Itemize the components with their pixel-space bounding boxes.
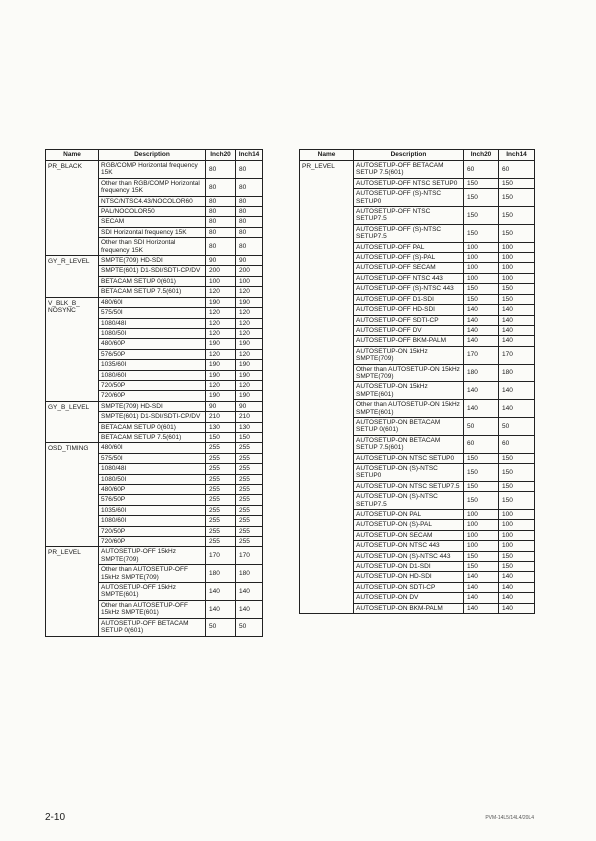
table-header-row bbox=[300, 150, 535, 161]
inch20-cell: 140 bbox=[464, 336, 499, 346]
inch14-cell: 255 bbox=[236, 505, 263, 515]
inch14-cell: 190 bbox=[236, 339, 263, 349]
inch20-cell: 100 bbox=[464, 242, 499, 252]
inch14-cell: 100 bbox=[499, 510, 535, 520]
description-cell: AUTOSETUP-ON SECAM bbox=[354, 530, 464, 540]
parameter-name-cell: GY_B_LEVEL bbox=[46, 401, 99, 443]
inch20-cell: 190 bbox=[206, 360, 236, 370]
inch20-cell: 80 bbox=[206, 161, 236, 179]
inch14-cell: 140 bbox=[499, 382, 535, 400]
inch20-cell: 140 bbox=[464, 382, 499, 400]
description-cell: AUTOSETUP-OFF PAL bbox=[354, 242, 464, 252]
inch20-cell: 80 bbox=[206, 196, 236, 206]
table-row bbox=[46, 161, 263, 179]
inch20-cell: 120 bbox=[206, 318, 236, 328]
inch20-cell: 50 bbox=[206, 618, 236, 636]
inch20-cell: 255 bbox=[206, 526, 236, 536]
inch20-cell: 150 bbox=[464, 453, 499, 463]
inch20-cell: 150 bbox=[464, 551, 499, 561]
description-cell: AUTOSETUP-OFF SECAM bbox=[354, 263, 464, 273]
inch20-cell: 130 bbox=[206, 422, 236, 432]
description-cell: 720/60P bbox=[99, 537, 206, 547]
description-cell: 575/50I bbox=[99, 453, 206, 463]
description-cell: AUTOSETUP-OFF (S)-NTSC 443 bbox=[354, 284, 464, 294]
header-inch20: Inch20 bbox=[464, 150, 499, 161]
inch20-cell: 100 bbox=[464, 541, 499, 551]
inch14-cell: 100 bbox=[236, 276, 263, 286]
inch14-cell: 80 bbox=[236, 238, 263, 256]
inch14-cell: 150 bbox=[499, 284, 535, 294]
table-header-row bbox=[46, 150, 263, 161]
description-cell: 576/50P bbox=[99, 349, 206, 359]
description-cell: RGB/COMP Horizontal frequency 15K bbox=[99, 161, 206, 179]
inch20-cell: 180 bbox=[206, 565, 236, 583]
inch14-cell: 80 bbox=[236, 217, 263, 227]
inch14-cell: 120 bbox=[236, 318, 263, 328]
inch20-cell: 100 bbox=[464, 253, 499, 263]
description-cell: PAL/NOCOLOR50 bbox=[99, 207, 206, 217]
inch20-cell: 80 bbox=[206, 217, 236, 227]
description-cell: AUTOSETUP-OFF SDTI-CP bbox=[354, 315, 464, 325]
inch20-cell: 140 bbox=[464, 305, 499, 315]
table-row bbox=[46, 297, 263, 307]
description-cell: AUTOSETUP-ON NTSC SETUP0 bbox=[354, 453, 464, 463]
inch14-cell: 210 bbox=[236, 412, 263, 422]
description-cell: AUTOSETUP-ON 15kHz SMPTE(601) bbox=[354, 382, 464, 400]
inch14-cell: 150 bbox=[499, 464, 535, 482]
description-cell: BETACAM SETUP 7.5(601) bbox=[99, 287, 206, 297]
inch14-cell: 120 bbox=[236, 287, 263, 297]
description-cell: 720/50P bbox=[99, 380, 206, 390]
description-cell: 720/60P bbox=[99, 391, 206, 401]
inch14-cell: 150 bbox=[236, 432, 263, 442]
inch20-cell: 80 bbox=[206, 178, 236, 196]
inch20-cell: 150 bbox=[464, 207, 499, 225]
inch20-cell: 100 bbox=[464, 520, 499, 530]
inch14-cell: 180 bbox=[236, 565, 263, 583]
inch14-cell: 255 bbox=[236, 495, 263, 505]
header-inch20: Inch20 bbox=[206, 150, 236, 161]
description-cell: SDI Horizontal frequency 15K bbox=[99, 227, 206, 237]
inch20-cell: 120 bbox=[206, 328, 236, 338]
description-cell: BETACAM SETUP 0(601) bbox=[99, 422, 206, 432]
inch14-cell: 140 bbox=[236, 583, 263, 601]
inch20-cell: 90 bbox=[206, 256, 236, 266]
parameter-name-cell: OSD_TIMING bbox=[46, 443, 99, 547]
inch20-cell: 80 bbox=[206, 227, 236, 237]
header-description: Description bbox=[354, 150, 464, 161]
inch14-cell: 140 bbox=[499, 400, 535, 418]
table-row bbox=[46, 256, 263, 266]
description-cell: AUTOSETUP-ON (S)-NTSC SETUP7.5 bbox=[354, 492, 464, 510]
inch14-cell: 150 bbox=[499, 207, 535, 225]
table-row bbox=[46, 547, 263, 565]
inch20-cell: 255 bbox=[206, 505, 236, 515]
inch14-cell: 150 bbox=[499, 224, 535, 242]
description-cell: AUTOSETUP-ON NTSC SETUP7.5 bbox=[354, 481, 464, 491]
inch14-cell: 140 bbox=[499, 336, 535, 346]
inch20-cell: 120 bbox=[206, 349, 236, 359]
inch14-cell: 150 bbox=[499, 453, 535, 463]
parameter-name-cell: PR_BLACK bbox=[46, 161, 99, 256]
inch14-cell: 150 bbox=[499, 492, 535, 510]
inch20-cell: 140 bbox=[206, 600, 236, 618]
inch14-cell: 180 bbox=[499, 364, 535, 382]
description-cell: AUTOSETUP-ON D1-SDI bbox=[354, 562, 464, 572]
inch14-cell: 190 bbox=[236, 297, 263, 307]
inch20-cell: 80 bbox=[206, 238, 236, 256]
inch14-cell: 100 bbox=[499, 541, 535, 551]
inch14-cell: 150 bbox=[499, 481, 535, 491]
inch20-cell: 140 bbox=[206, 583, 236, 601]
inch20-cell: 140 bbox=[464, 315, 499, 325]
inch14-cell: 255 bbox=[236, 516, 263, 526]
inch14-cell: 255 bbox=[236, 443, 263, 453]
inch20-cell: 50 bbox=[464, 417, 499, 435]
description-cell: AUTOSETUP-OFF NTSC 443 bbox=[354, 273, 464, 283]
inch20-cell: 150 bbox=[206, 432, 236, 442]
description-cell: AUTOSETUP-ON HD-SDI bbox=[354, 572, 464, 582]
inch20-cell: 120 bbox=[206, 308, 236, 318]
description-cell: AUTOSETUP-OFF 15kHz SMPTE(601) bbox=[99, 583, 206, 601]
description-cell: Other than AUTOSETUP-OFF 15kHz SMPTE(601) bbox=[99, 600, 206, 618]
description-cell: 480/60P bbox=[99, 485, 206, 495]
inch20-cell: 150 bbox=[464, 284, 499, 294]
inch14-cell: 255 bbox=[236, 453, 263, 463]
header-description: Description bbox=[99, 150, 206, 161]
description-cell: AUTOSETUP-ON (S)-PAL bbox=[354, 520, 464, 530]
inch20-cell: 150 bbox=[464, 294, 499, 304]
inch20-cell: 255 bbox=[206, 485, 236, 495]
description-cell: SMPTE(709) HD-SDI bbox=[99, 401, 206, 411]
inch20-cell: 190 bbox=[206, 339, 236, 349]
description-cell: 575/50I bbox=[99, 308, 206, 318]
inch14-cell: 140 bbox=[499, 305, 535, 315]
inch14-cell: 255 bbox=[236, 537, 263, 547]
inch14-cell: 50 bbox=[236, 618, 263, 636]
page-number: 2-10 bbox=[45, 812, 66, 823]
parameter-name-cell: GY_R_LEVEL bbox=[46, 256, 99, 298]
header-inch14: Inch14 bbox=[499, 150, 535, 161]
header-name: Name bbox=[46, 150, 99, 161]
inch20-cell: 150 bbox=[464, 562, 499, 572]
inch14-cell: 80 bbox=[236, 207, 263, 217]
inch20-cell: 150 bbox=[464, 464, 499, 482]
description-cell: AUTOSETUP-ON BKM-PALM bbox=[354, 603, 464, 613]
inch20-cell: 100 bbox=[206, 276, 236, 286]
description-cell: AUTOSETUP-OFF (S)-NTSC SETUP7.5 bbox=[354, 224, 464, 242]
inch14-cell: 100 bbox=[499, 530, 535, 540]
inch14-cell: 120 bbox=[236, 328, 263, 338]
inch20-cell: 170 bbox=[464, 346, 499, 364]
inch20-cell: 80 bbox=[206, 207, 236, 217]
inch14-cell: 80 bbox=[236, 196, 263, 206]
model-number: PVM-14L5/14L4/20L4 bbox=[485, 815, 534, 821]
inch14-cell: 80 bbox=[236, 227, 263, 237]
inch20-cell: 100 bbox=[464, 510, 499, 520]
description-cell: BETACAM SETUP 7.5(601) bbox=[99, 432, 206, 442]
inch20-cell: 120 bbox=[206, 287, 236, 297]
inch14-cell: 140 bbox=[499, 603, 535, 613]
inch20-cell: 140 bbox=[464, 400, 499, 418]
header-inch14: Inch14 bbox=[236, 150, 263, 161]
inch14-cell: 150 bbox=[499, 189, 535, 207]
inch20-cell: 255 bbox=[206, 464, 236, 474]
inch14-cell: 60 bbox=[499, 161, 535, 179]
description-cell: AUTOSETUP-ON BETACAM SETUP 7.5(601) bbox=[354, 435, 464, 453]
description-cell: BETACAM SETUP 0(601) bbox=[99, 276, 206, 286]
inch14-cell: 130 bbox=[236, 422, 263, 432]
inch20-cell: 210 bbox=[206, 412, 236, 422]
inch14-cell: 100 bbox=[499, 253, 535, 263]
table-row bbox=[300, 161, 535, 179]
description-cell: Other than SDI Horizontal frequency 15K bbox=[99, 238, 206, 256]
inch20-cell: 100 bbox=[464, 263, 499, 273]
inch20-cell: 60 bbox=[464, 161, 499, 179]
description-cell: AUTOSETUP-OFF (S)-NTSC SETUP0 bbox=[354, 189, 464, 207]
description-cell: 576/50P bbox=[99, 495, 206, 505]
description-cell: AUTOSETUP-OFF BETACAM SETUP 7.5(601) bbox=[354, 161, 464, 179]
description-cell: 1080/50I bbox=[99, 474, 206, 484]
inch14-cell: 190 bbox=[236, 391, 263, 401]
description-cell: 480/60I bbox=[99, 297, 206, 307]
inch20-cell: 255 bbox=[206, 443, 236, 453]
inch14-cell: 60 bbox=[499, 435, 535, 453]
description-cell: AUTOSETUP-OFF NTSC SETUP0 bbox=[354, 178, 464, 188]
inch20-cell: 190 bbox=[206, 297, 236, 307]
description-cell: SECAM bbox=[99, 217, 206, 227]
inch14-cell: 50 bbox=[499, 417, 535, 435]
left-table-body bbox=[46, 161, 263, 637]
description-cell: AUTOSETUP-OFF 15kHz SMPTE(709) bbox=[99, 547, 206, 565]
inch14-cell: 200 bbox=[236, 266, 263, 276]
description-cell: AUTOSETUP-ON 15kHz SMPTE(709) bbox=[354, 346, 464, 364]
description-cell: AUTOSETUP-OFF HD-SDI bbox=[354, 305, 464, 315]
description-cell: SMPTE(601) D1-SDI/SDTI-CP/DV bbox=[99, 412, 206, 422]
description-cell: AUTOSETUP-ON BETACAM SETUP 0(601) bbox=[354, 417, 464, 435]
description-cell: SMPTE(601) D1-SDI/SDTI-CP/DV bbox=[99, 266, 206, 276]
inch20-cell: 190 bbox=[206, 391, 236, 401]
inch14-cell: 140 bbox=[499, 593, 535, 603]
inch20-cell: 140 bbox=[464, 582, 499, 592]
description-cell: AUTOSETUP-OFF BETACAM SETUP 0(601) bbox=[99, 618, 206, 636]
inch14-cell: 100 bbox=[499, 273, 535, 283]
inch14-cell: 140 bbox=[499, 572, 535, 582]
description-cell: Other than AUTOSETUP-OFF 15kHz SMPTE(709) bbox=[99, 565, 206, 583]
description-cell: AUTOSETUP-ON (S)-NTSC 443 bbox=[354, 551, 464, 561]
inch20-cell: 255 bbox=[206, 537, 236, 547]
inch14-cell: 255 bbox=[236, 485, 263, 495]
inch14-cell: 100 bbox=[499, 263, 535, 273]
inch14-cell: 120 bbox=[236, 380, 263, 390]
inch20-cell: 140 bbox=[464, 603, 499, 613]
description-cell: Other than AUTOSETUP-ON 15kHz SMPTE(709) bbox=[354, 364, 464, 382]
description-cell: NTSC/NTSC4.43/NOCOLOR60 bbox=[99, 196, 206, 206]
description-cell: AUTOSETUP-OFF (S)-PAL bbox=[354, 253, 464, 263]
description-cell: AUTOSETUP-OFF D1-SDI bbox=[354, 294, 464, 304]
description-cell: 1080/60I bbox=[99, 516, 206, 526]
inch20-cell: 200 bbox=[206, 266, 236, 276]
spec-table-left bbox=[45, 149, 263, 637]
inch20-cell: 90 bbox=[206, 401, 236, 411]
inch20-cell: 140 bbox=[464, 572, 499, 582]
description-cell: Other than RGB/COMP Horizontal frequency 15K bbox=[99, 178, 206, 196]
inch20-cell: 100 bbox=[464, 530, 499, 540]
description-cell: AUTOSETUP-OFF BKM-PALM bbox=[354, 336, 464, 346]
description-cell: 1080/48I bbox=[99, 318, 206, 328]
inch14-cell: 150 bbox=[499, 294, 535, 304]
description-cell: 720/50P bbox=[99, 526, 206, 536]
inch20-cell: 255 bbox=[206, 474, 236, 484]
description-cell: AUTOSETUP-ON NTSC 443 bbox=[354, 541, 464, 551]
inch14-cell: 150 bbox=[499, 562, 535, 572]
description-cell: AUTOSETUP-ON PAL bbox=[354, 510, 464, 520]
inch14-cell: 80 bbox=[236, 178, 263, 196]
parameter-name-cell: PR_LEVEL bbox=[300, 161, 354, 614]
table-row bbox=[46, 443, 263, 453]
inch14-cell: 140 bbox=[499, 315, 535, 325]
description-cell: AUTOSETUP-ON SDTI-CP bbox=[354, 582, 464, 592]
inch14-cell: 255 bbox=[236, 526, 263, 536]
inch20-cell: 60 bbox=[464, 435, 499, 453]
spec-table-right bbox=[299, 149, 535, 614]
inch20-cell: 150 bbox=[464, 189, 499, 207]
inch20-cell: 140 bbox=[464, 593, 499, 603]
right-table-body bbox=[300, 161, 535, 614]
description-cell: 1080/60I bbox=[99, 370, 206, 380]
inch14-cell: 120 bbox=[236, 349, 263, 359]
inch20-cell: 150 bbox=[464, 178, 499, 188]
inch20-cell: 255 bbox=[206, 516, 236, 526]
description-cell: Other than AUTOSETUP-ON 15kHz SMPTE(601) bbox=[354, 400, 464, 418]
inch20-cell: 140 bbox=[464, 325, 499, 335]
inch14-cell: 170 bbox=[236, 547, 263, 565]
description-cell: 480/60P bbox=[99, 339, 206, 349]
inch14-cell: 100 bbox=[499, 242, 535, 252]
inch20-cell: 100 bbox=[464, 273, 499, 283]
inch20-cell: 120 bbox=[206, 380, 236, 390]
description-cell: AUTOSETUP-ON (S)-NTSC SETUP0 bbox=[354, 464, 464, 482]
description-cell: 1080/48I bbox=[99, 464, 206, 474]
inch14-cell: 170 bbox=[499, 346, 535, 364]
parameter-name-cell: PR_LEVEL bbox=[46, 547, 99, 636]
inch20-cell: 150 bbox=[464, 481, 499, 491]
inch20-cell: 180 bbox=[464, 364, 499, 382]
description-cell: 480/60I bbox=[99, 443, 206, 453]
description-cell: SMPTE(709) HD-SDI bbox=[99, 256, 206, 266]
inch20-cell: 255 bbox=[206, 495, 236, 505]
inch14-cell: 190 bbox=[236, 360, 263, 370]
inch14-cell: 90 bbox=[236, 256, 263, 266]
inch14-cell: 120 bbox=[236, 308, 263, 318]
inch14-cell: 255 bbox=[236, 474, 263, 484]
table-row bbox=[46, 401, 263, 411]
description-cell: AUTOSETUP-OFF DV bbox=[354, 325, 464, 335]
inch14-cell: 140 bbox=[236, 600, 263, 618]
inch14-cell: 90 bbox=[236, 401, 263, 411]
inch14-cell: 80 bbox=[236, 161, 263, 179]
inch20-cell: 190 bbox=[206, 370, 236, 380]
inch20-cell: 255 bbox=[206, 453, 236, 463]
inch14-cell: 140 bbox=[499, 325, 535, 335]
description-cell: 1080/50I bbox=[99, 328, 206, 338]
inch14-cell: 100 bbox=[499, 520, 535, 530]
inch20-cell: 150 bbox=[464, 492, 499, 510]
description-cell: 1035/60I bbox=[99, 360, 206, 370]
parameter-name-cell: V_BLK_B_ NOSYNC bbox=[46, 297, 99, 401]
inch14-cell: 140 bbox=[499, 582, 535, 592]
inch14-cell: 190 bbox=[236, 370, 263, 380]
header-name: Name bbox=[300, 150, 354, 161]
inch20-cell: 150 bbox=[464, 224, 499, 242]
inch14-cell: 150 bbox=[499, 178, 535, 188]
inch20-cell: 170 bbox=[206, 547, 236, 565]
inch14-cell: 150 bbox=[499, 551, 535, 561]
description-cell: AUTOSETUP-OFF NTSC SETUP7.5 bbox=[354, 207, 464, 225]
inch14-cell: 255 bbox=[236, 464, 263, 474]
description-cell: 1035/60I bbox=[99, 505, 206, 515]
description-cell: AUTOSETUP-ON DV bbox=[354, 593, 464, 603]
